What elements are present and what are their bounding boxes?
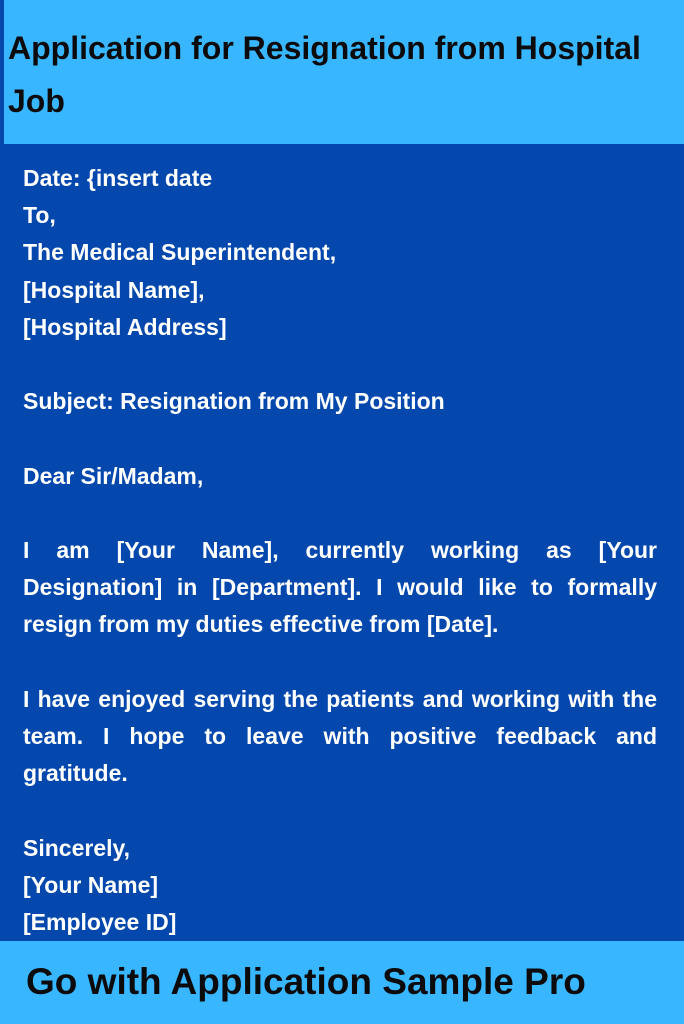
footer-banner <box>0 941 684 1024</box>
letter-body <box>23 160 657 941</box>
hospital-name: [Hospital Name], <box>23 276 205 303</box>
signature-name: [Your Name] <box>23 871 159 898</box>
spacer <box>23 420 657 457</box>
recipient-title: The Medical Superintendent, <box>23 239 337 266</box>
salutation: Dear Sir/Madam, <box>23 462 204 489</box>
hospital-address: [Hospital Address] <box>23 313 227 340</box>
to-line: To, <box>23 202 56 229</box>
spacer <box>23 346 657 383</box>
footer-text: Go with Application Sample Pro <box>26 961 586 1002</box>
header-banner <box>0 0 684 144</box>
spacer <box>23 792 657 829</box>
subject-line: Subject: Resignation from My Position <box>23 388 445 415</box>
page-title: Application for Resignation from Hospital Job <box>8 30 641 119</box>
paragraph-2: I have enjoyed serving the patients and working with the team. I hope to leave with positive feedback and gratitude. <box>23 685 657 787</box>
date-line: Date: {insert date <box>23 165 213 191</box>
spacer <box>23 495 657 532</box>
spacer <box>23 644 657 681</box>
closing: Sincerely, <box>23 834 130 861</box>
employee-id: [Employee ID] <box>23 908 177 935</box>
paragraph-1: I am [Your Name], currently working as [Your Designation] in [Department]. I would like to formally resign from my duties effective from [Date]. <box>23 536 657 638</box>
